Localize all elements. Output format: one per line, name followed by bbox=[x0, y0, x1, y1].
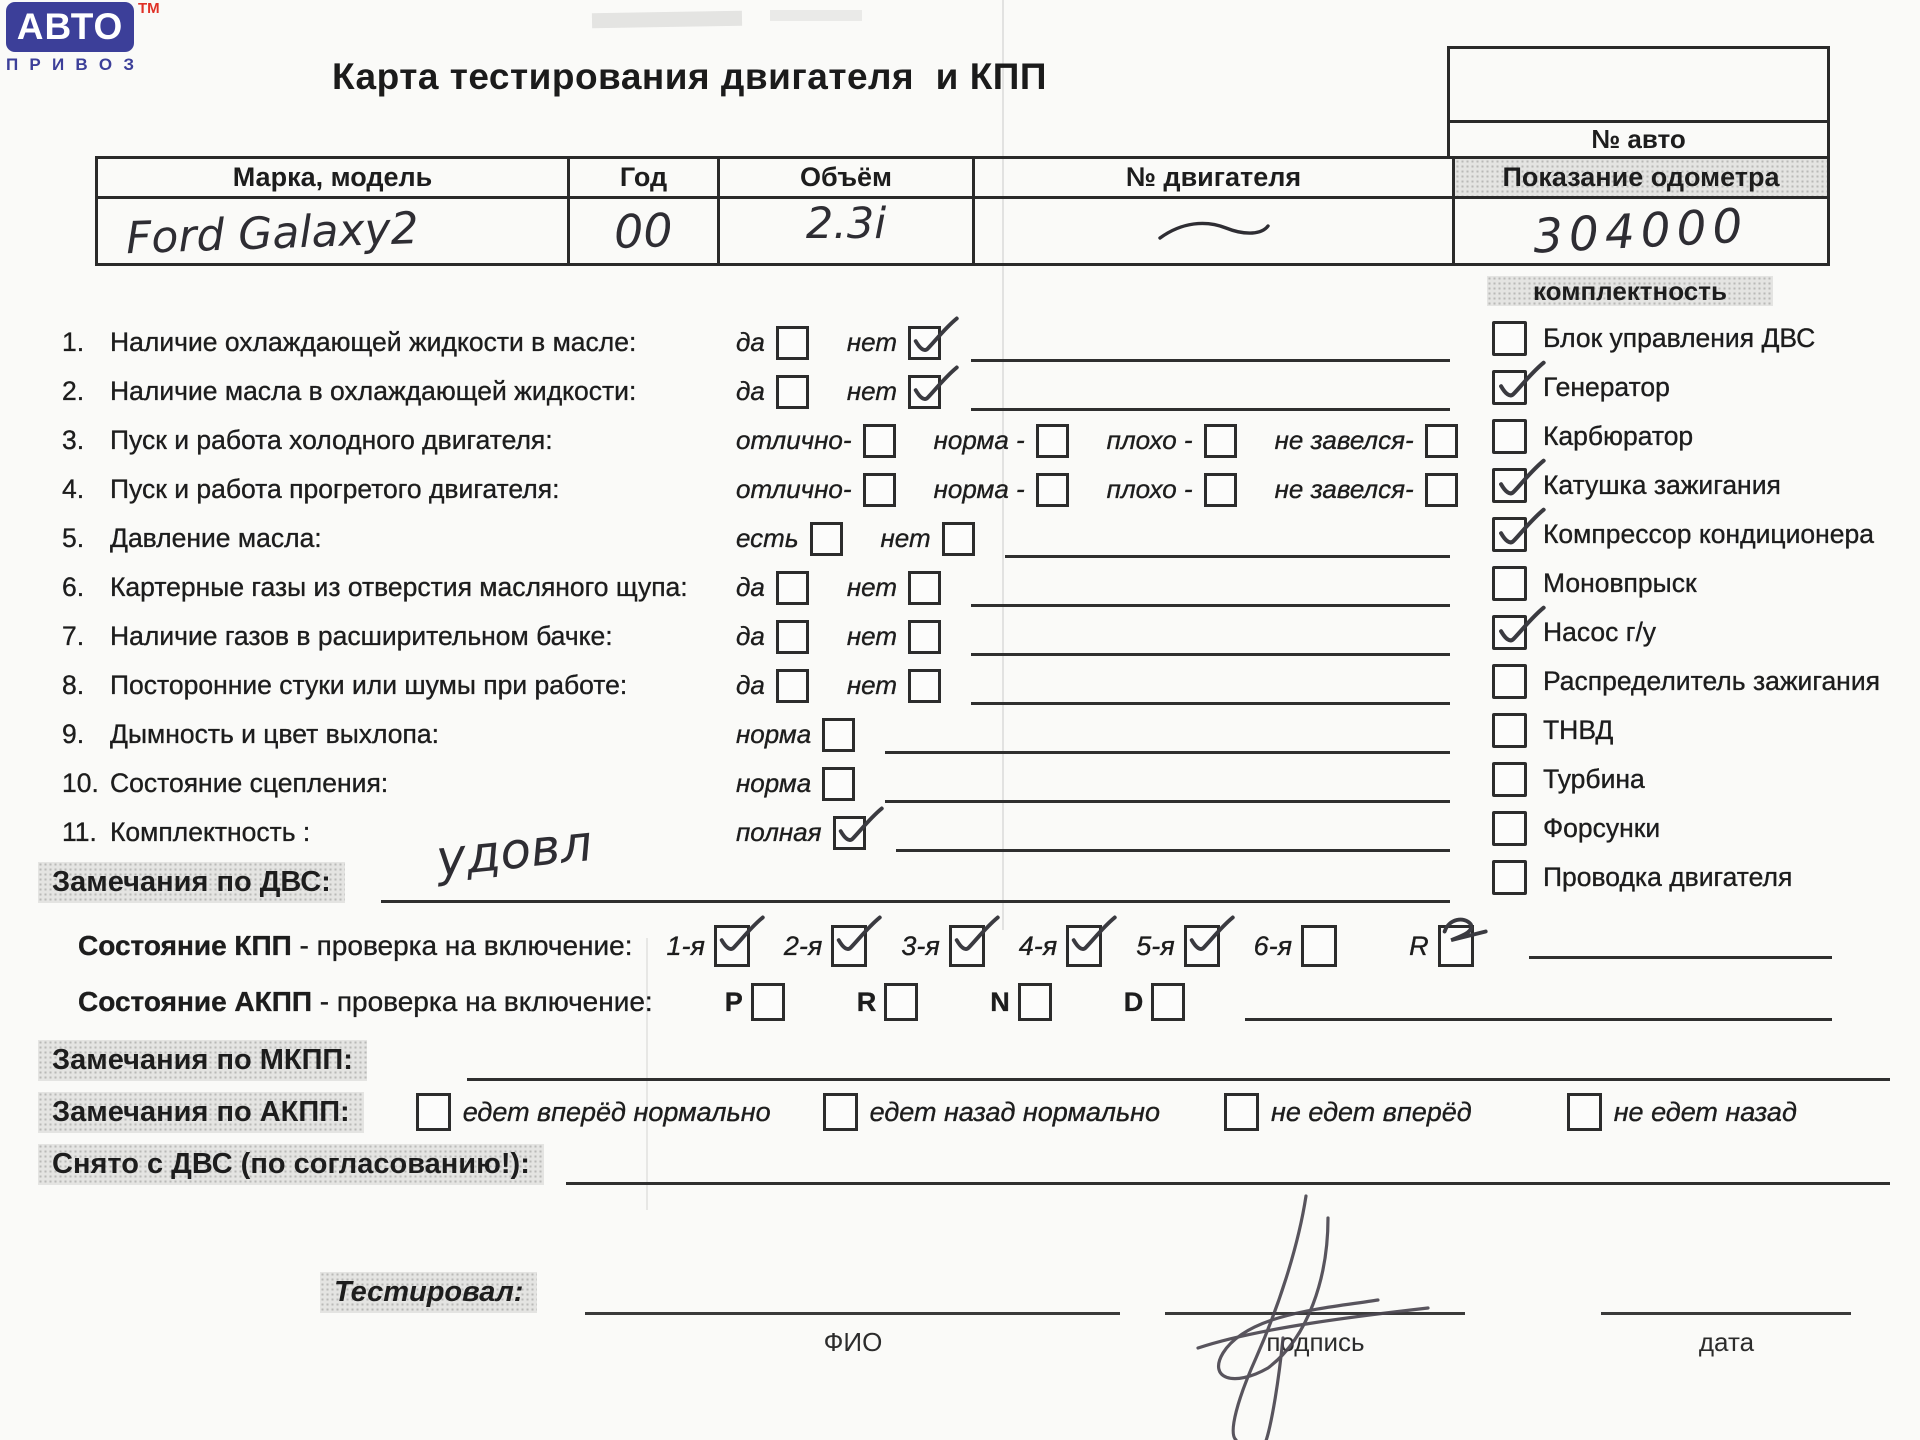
question-option-label: норма - bbox=[933, 425, 1025, 455]
question-option-checkbox[interactable] bbox=[1036, 473, 1069, 507]
equipment-item-label: ТНВД bbox=[1543, 715, 1614, 745]
question-option-label: нет bbox=[846, 670, 897, 700]
question-option bbox=[736, 326, 809, 360]
tested-by-label: Тестировал: bbox=[320, 1272, 537, 1313]
akpp-remark-checkbox[interactable] bbox=[1567, 1093, 1602, 1131]
kpp-gear-label: 1-я bbox=[666, 930, 705, 961]
equipment-checkbox[interactable] bbox=[1492, 811, 1527, 846]
question-number: 3. bbox=[62, 425, 85, 455]
kpp-gear-checkbox[interactable] bbox=[1066, 925, 1102, 967]
akpp-mode-label: D bbox=[1123, 986, 1144, 1017]
handwritten-volume: 2.3i bbox=[805, 199, 887, 249]
question-option-label: нет bbox=[880, 523, 931, 553]
name-caption: ФИО bbox=[823, 1327, 883, 1357]
akpp-mode-checkbox[interactable] bbox=[884, 983, 918, 1021]
brand-letter: И bbox=[51, 55, 65, 74]
question-number: 10. bbox=[62, 768, 99, 798]
brand-logo-box bbox=[6, 2, 134, 52]
question-option-label: норма bbox=[736, 768, 812, 798]
date-caption: дата bbox=[1698, 1327, 1755, 1357]
kpp-gear bbox=[1254, 925, 1337, 967]
equipment-checkbox[interactable] bbox=[1492, 468, 1527, 503]
question-option-label: да bbox=[736, 327, 765, 357]
akpp-mode-checks bbox=[653, 983, 1186, 1021]
dvs-remarks-label: Замечания по ДВС: bbox=[38, 862, 345, 903]
akpp-remarks-row bbox=[38, 1086, 1838, 1138]
brand-logo bbox=[6, 2, 176, 75]
akpp-mode-checkbox[interactable] bbox=[751, 983, 785, 1021]
question-row bbox=[62, 465, 1450, 514]
question-write-line[interactable] bbox=[1005, 519, 1450, 558]
mkpp-remarks-label: Замечания по МКПП: bbox=[38, 1040, 367, 1081]
question-option-label: полная bbox=[736, 817, 822, 847]
question-option bbox=[1107, 473, 1237, 507]
name-field bbox=[585, 1272, 1120, 1358]
question-option-checkbox[interactable] bbox=[1425, 424, 1458, 458]
question-write-line[interactable] bbox=[971, 617, 1450, 656]
equipment-item-label: Генератор bbox=[1543, 372, 1670, 402]
question-option-checkbox[interactable] bbox=[908, 375, 941, 409]
akpp-remark-option bbox=[416, 1093, 771, 1131]
akpp-remarks-label: Замечания по АКПП: bbox=[38, 1092, 364, 1133]
question-option bbox=[934, 424, 1069, 458]
question-text: Пуск и работа холодного двигателя: bbox=[110, 425, 553, 455]
question-option-label: да bbox=[736, 572, 765, 602]
auto-number-box[interactable] bbox=[1447, 46, 1830, 123]
equipment-item bbox=[1492, 461, 1880, 510]
vehicle-table-value-row bbox=[98, 199, 1827, 263]
question-number: 6. bbox=[62, 572, 85, 602]
question-option-label: плохо - bbox=[1106, 425, 1193, 455]
equipment-item bbox=[1492, 559, 1880, 608]
signature-caption: подпись bbox=[1266, 1327, 1365, 1357]
vehicle-col-value[interactable] bbox=[1455, 199, 1827, 263]
kpp-gear-label: 2-я bbox=[783, 930, 823, 961]
question-number: 1. bbox=[62, 327, 85, 357]
handwritten-dvs-remark: удовл bbox=[433, 813, 595, 889]
equipment-item bbox=[1492, 314, 1880, 363]
handwritten-checkmark bbox=[1064, 913, 1118, 963]
equipment-title: комплектность bbox=[1487, 276, 1773, 306]
equipment-checkbox[interactable] bbox=[1492, 713, 1527, 748]
question-option-label: да bbox=[736, 621, 765, 651]
question-option bbox=[1107, 424, 1237, 458]
question-row bbox=[62, 759, 1450, 808]
handwritten-make-model: Ford Galaxy2 bbox=[125, 202, 420, 264]
akpp-remark-checkbox[interactable] bbox=[823, 1093, 858, 1131]
question-option-label: норма bbox=[736, 719, 812, 749]
akpp-check-row bbox=[78, 974, 1832, 1030]
kpp-gear-checkbox[interactable] bbox=[1438, 925, 1474, 967]
kpp-gear-checks bbox=[632, 925, 1473, 967]
question-option bbox=[847, 375, 941, 409]
equipment-item bbox=[1492, 608, 1880, 657]
akpp-mode-label: R bbox=[856, 986, 877, 1017]
question-option-label: нет bbox=[846, 376, 897, 406]
question-option-checkbox[interactable] bbox=[1036, 424, 1069, 458]
brand-letter: П bbox=[6, 55, 19, 74]
equipment-item-label: Форсунки bbox=[1543, 813, 1661, 843]
kpp-gear-checkbox[interactable] bbox=[714, 925, 750, 967]
vehicle-col-value[interactable] bbox=[720, 199, 975, 263]
question-option bbox=[736, 571, 809, 605]
question-text: Картерные газы из отверстия масляного щупа: bbox=[110, 572, 688, 602]
question-text: Состояние сцепления: bbox=[110, 768, 389, 798]
question-option-label: плохо - bbox=[1106, 474, 1193, 504]
scan-smudge bbox=[592, 11, 742, 29]
question-option bbox=[847, 326, 941, 360]
kpp-gear bbox=[1019, 925, 1102, 967]
question-option-label: да bbox=[736, 670, 765, 700]
kpp-gear-checkbox[interactable] bbox=[831, 925, 867, 967]
question-number: 7. bbox=[62, 621, 85, 651]
question-option-label: нет bbox=[846, 327, 897, 357]
akpp-write-line[interactable] bbox=[1245, 984, 1832, 1021]
question-option bbox=[847, 571, 941, 605]
question-write-line[interactable] bbox=[885, 764, 1450, 803]
equipment-item-label: Катушка зажигания bbox=[1543, 470, 1781, 500]
question-option-checkbox[interactable] bbox=[1204, 473, 1237, 507]
question-option-checkbox[interactable] bbox=[863, 473, 896, 507]
removed-from-dvs-label: Снято с ДВС (по согласованию!): bbox=[38, 1144, 544, 1185]
kpp-write-line[interactable] bbox=[1529, 916, 1832, 959]
question-number: 2. bbox=[62, 376, 85, 406]
brand-letter: Р bbox=[29, 55, 41, 74]
vehicle-col-value[interactable] bbox=[570, 199, 720, 263]
question-write-line[interactable] bbox=[971, 323, 1450, 362]
equipment-item-label: Турбина bbox=[1543, 764, 1645, 794]
vehicle-table-header-row bbox=[98, 159, 1827, 199]
question-text: Пуск и работа прогретого двигателя: bbox=[110, 474, 560, 504]
equipment-checkbox[interactable] bbox=[1492, 860, 1527, 895]
question-row bbox=[62, 808, 1450, 857]
handwritten-checkmark bbox=[712, 913, 766, 963]
akpp-remark-option bbox=[1567, 1093, 1797, 1131]
brand-letter: З bbox=[123, 55, 134, 74]
handwritten-checkmark bbox=[1491, 603, 1547, 655]
vehicle-col-value[interactable] bbox=[98, 199, 570, 263]
handwritten-checkmark bbox=[1182, 913, 1236, 963]
question-option-label: да bbox=[736, 376, 765, 406]
question-option-checkbox[interactable] bbox=[822, 767, 855, 801]
kpp-gear-checkbox[interactable] bbox=[949, 925, 985, 967]
page-title: Карта тестирования двигателя и КПП bbox=[332, 56, 1047, 97]
question-option-label: норма - bbox=[933, 474, 1025, 504]
question-text: Посторонние стуки или шумы при работе: bbox=[110, 670, 628, 700]
question-row bbox=[62, 612, 1450, 661]
question-option bbox=[736, 424, 896, 458]
equipment-item-label: Моновпрыск bbox=[1543, 568, 1697, 598]
question-option-checkbox[interactable] bbox=[908, 326, 941, 360]
trademark-mark: ТМ bbox=[138, 0, 160, 17]
akpp-remark-option-label: не едет вперёд bbox=[1271, 1096, 1472, 1127]
equipment-item bbox=[1492, 363, 1880, 412]
brand-word-avto: АВТО bbox=[16, 6, 124, 47]
question-option-checkbox[interactable] bbox=[863, 424, 896, 458]
date-write-line[interactable] bbox=[1601, 1272, 1851, 1315]
equipment-item-label: Насос г/у bbox=[1543, 617, 1657, 647]
removed-from-dvs-row bbox=[38, 1140, 1890, 1185]
question-number: 8. bbox=[62, 670, 85, 700]
handwritten-checkmark bbox=[1436, 913, 1490, 963]
question-row bbox=[62, 318, 1450, 367]
equipment-checkbox[interactable] bbox=[1492, 615, 1527, 650]
equipment-item-label: Блок управления ДВС bbox=[1543, 323, 1816, 353]
equipment-item bbox=[1492, 412, 1880, 461]
akpp-mode bbox=[990, 983, 1052, 1021]
question-number: 5. bbox=[62, 523, 85, 553]
question-number: 9. bbox=[62, 719, 85, 749]
question-option-checkbox[interactable] bbox=[942, 522, 975, 556]
question-option bbox=[736, 375, 809, 409]
equipment-checkbox[interactable] bbox=[1492, 419, 1527, 454]
equipment-item-label: Распределитель зажигания bbox=[1543, 666, 1880, 696]
question-option-checkbox[interactable] bbox=[908, 571, 941, 605]
question-option bbox=[1275, 473, 1458, 507]
vehicle-col-value[interactable] bbox=[975, 199, 1455, 263]
akpp-mode bbox=[857, 983, 919, 1021]
question-option-checkbox[interactable] bbox=[908, 620, 941, 654]
question-option-checkbox[interactable] bbox=[776, 620, 809, 654]
question-write-line[interactable] bbox=[971, 666, 1450, 705]
question-option-label: не завелся- bbox=[1274, 474, 1414, 504]
question-option bbox=[736, 522, 843, 556]
equipment-checklist bbox=[1492, 314, 1880, 902]
equipment-item bbox=[1492, 657, 1880, 706]
equipment-item bbox=[1492, 755, 1880, 804]
date-field bbox=[1601, 1272, 1851, 1358]
question-row bbox=[62, 563, 1450, 612]
vehicle-col-header: Объём bbox=[720, 159, 975, 199]
question-option-label: не завелся- bbox=[1274, 425, 1414, 455]
equipment-item bbox=[1492, 853, 1880, 902]
akpp-row-label: Состояние АКПП - проверка на включение: bbox=[78, 986, 653, 1017]
question-option-checkbox[interactable] bbox=[776, 571, 809, 605]
handwritten-year: 00 bbox=[613, 202, 674, 260]
handwritten-engine-number bbox=[1154, 216, 1274, 246]
question-option-checkbox[interactable] bbox=[776, 669, 809, 703]
kpp-gear bbox=[666, 925, 749, 967]
question-option bbox=[736, 816, 866, 850]
question-option bbox=[736, 473, 896, 507]
question-option-checkbox[interactable] bbox=[822, 718, 855, 752]
handwritten-checkmark bbox=[906, 363, 960, 413]
handwritten-checkmark bbox=[1491, 505, 1547, 557]
handwritten-signature bbox=[1178, 1188, 1458, 1440]
auto-number-label: № авто bbox=[1447, 123, 1830, 156]
question-option bbox=[1275, 424, 1458, 458]
akpp-remark-option-label: не едет назад bbox=[1613, 1096, 1797, 1127]
akpp-mode-label: N bbox=[990, 986, 1010, 1017]
kpp-gear-label: 4-я bbox=[1018, 930, 1058, 961]
question-number: 11. bbox=[62, 817, 97, 847]
equipment-item-label: Карбюратор bbox=[1543, 421, 1694, 451]
question-option bbox=[847, 669, 941, 703]
handwritten-odometer: 304000 bbox=[1531, 197, 1750, 265]
akpp-remark-option bbox=[1224, 1093, 1472, 1131]
question-row bbox=[62, 367, 1450, 416]
question-row bbox=[62, 514, 1450, 563]
question-option bbox=[934, 473, 1069, 507]
question-option-checkbox[interactable] bbox=[833, 816, 866, 850]
kpp-gear-checkbox[interactable] bbox=[1184, 925, 1220, 967]
scan-smudge bbox=[770, 10, 862, 21]
vehicle-table bbox=[95, 156, 1830, 266]
kpp-check-row bbox=[78, 916, 1832, 976]
akpp-mode bbox=[725, 983, 785, 1021]
equipment-checkbox[interactable] bbox=[1492, 762, 1527, 797]
handwritten-checkmark bbox=[1491, 358, 1547, 410]
question-option bbox=[847, 620, 941, 654]
handwritten-checkmark bbox=[947, 913, 1001, 963]
vehicle-col-header: Показание одометра bbox=[1455, 159, 1827, 199]
kpp-gear-label: 5-я bbox=[1136, 930, 1175, 961]
akpp-remark-option-label: едет назад нормально bbox=[869, 1096, 1161, 1127]
akpp-remark-checkbox[interactable] bbox=[1224, 1093, 1259, 1131]
akpp-remark-option bbox=[823, 1093, 1160, 1131]
question-option-checkbox[interactable] bbox=[810, 522, 843, 556]
equipment-item-label: Компрессор кондиционера bbox=[1543, 519, 1874, 549]
equipment-checkbox[interactable] bbox=[1492, 664, 1527, 699]
question-option-label: отлично- bbox=[736, 425, 852, 455]
akpp-remark-checkbox[interactable] bbox=[416, 1093, 451, 1131]
brand-letter: В bbox=[75, 55, 88, 74]
question-write-line[interactable] bbox=[896, 813, 1450, 852]
brand-word-privoz bbox=[6, 55, 134, 75]
question-write-line[interactable] bbox=[971, 372, 1450, 411]
kpp-row-label: Состояние КПП - проверка на включение: bbox=[78, 930, 633, 961]
vehicle-col-header: Год bbox=[570, 159, 720, 199]
removed-from-dvs-write-line[interactable] bbox=[566, 1140, 1890, 1185]
akpp-mode bbox=[1124, 983, 1186, 1021]
question-write-line[interactable] bbox=[971, 568, 1450, 607]
vehicle-col-header: № двигателя bbox=[975, 159, 1455, 199]
handwritten-checkmark bbox=[906, 314, 960, 364]
question-text: Давление масла: bbox=[110, 523, 322, 553]
question-text: Наличие газов в расширительном бачке: bbox=[110, 621, 613, 651]
question-option-checkbox[interactable] bbox=[908, 669, 941, 703]
handwritten-checkmark bbox=[829, 913, 883, 963]
kpp-gear-checkbox[interactable] bbox=[1301, 925, 1337, 967]
kpp-gear bbox=[1136, 925, 1219, 967]
akpp-mode-checkbox[interactable] bbox=[1018, 983, 1052, 1021]
equipment-item bbox=[1492, 804, 1880, 853]
equipment-checkbox[interactable] bbox=[1492, 517, 1527, 552]
kpp-gear bbox=[784, 925, 867, 967]
equipment-item-label: Проводка двигателя bbox=[1543, 862, 1793, 892]
question-option-checkbox[interactable] bbox=[776, 375, 809, 409]
equipment-checkbox[interactable] bbox=[1492, 321, 1527, 356]
kpp-gear bbox=[901, 925, 984, 967]
question-text: Комплектность : bbox=[110, 817, 311, 847]
question-option bbox=[736, 620, 809, 654]
kpp-gear-label: R bbox=[1409, 930, 1429, 961]
akpp-mode-checkbox[interactable] bbox=[1151, 983, 1185, 1021]
question-option bbox=[736, 767, 855, 801]
akpp-mode-label: P bbox=[724, 986, 743, 1017]
question-number: 4. bbox=[62, 474, 85, 504]
kpp-gear-label: 3-я bbox=[901, 930, 940, 961]
brand-letter: О bbox=[98, 55, 113, 74]
question-row bbox=[62, 416, 1450, 465]
equipment-checkbox[interactable] bbox=[1492, 566, 1527, 601]
question-option-checkbox[interactable] bbox=[1425, 473, 1458, 507]
mkpp-remarks-row bbox=[38, 1036, 1890, 1081]
question-option-label: есть bbox=[736, 523, 799, 553]
question-option bbox=[881, 522, 975, 556]
question-option-label: нет bbox=[846, 621, 897, 651]
question-option-checkbox[interactable] bbox=[1204, 424, 1237, 458]
question-text: Наличие масла в охлаждающей жидкости: bbox=[110, 376, 637, 406]
question-option-label: нет bbox=[846, 572, 897, 602]
question-option bbox=[736, 718, 855, 752]
equipment-checkbox[interactable] bbox=[1492, 370, 1527, 405]
question-row bbox=[62, 661, 1450, 710]
question-option bbox=[736, 669, 809, 703]
mkpp-remarks-write-line[interactable] bbox=[467, 1036, 1890, 1081]
name-write-line[interactable] bbox=[585, 1272, 1120, 1315]
kpp-gear-label: 6-я bbox=[1253, 930, 1293, 961]
footer-row bbox=[320, 1272, 1832, 1358]
question-option-checkbox[interactable] bbox=[776, 326, 809, 360]
questions-list bbox=[62, 318, 1450, 857]
vehicle-col-header: Марка, модель bbox=[98, 159, 570, 199]
equipment-item bbox=[1492, 510, 1880, 559]
question-text: Наличие охлаждающей жидкости в масле: bbox=[110, 327, 637, 357]
equipment-item bbox=[1492, 706, 1880, 755]
question-text: Дымность и цвет выхлопа: bbox=[110, 719, 439, 749]
question-write-line[interactable] bbox=[885, 715, 1450, 754]
kpp-gear bbox=[1409, 925, 1474, 967]
handwritten-checkmark bbox=[831, 804, 885, 854]
question-option-label: отлично- bbox=[736, 474, 852, 504]
akpp-remark-option-label: едет вперёд нормально bbox=[462, 1096, 771, 1127]
question-row bbox=[62, 710, 1450, 759]
handwritten-checkmark bbox=[1491, 456, 1547, 508]
